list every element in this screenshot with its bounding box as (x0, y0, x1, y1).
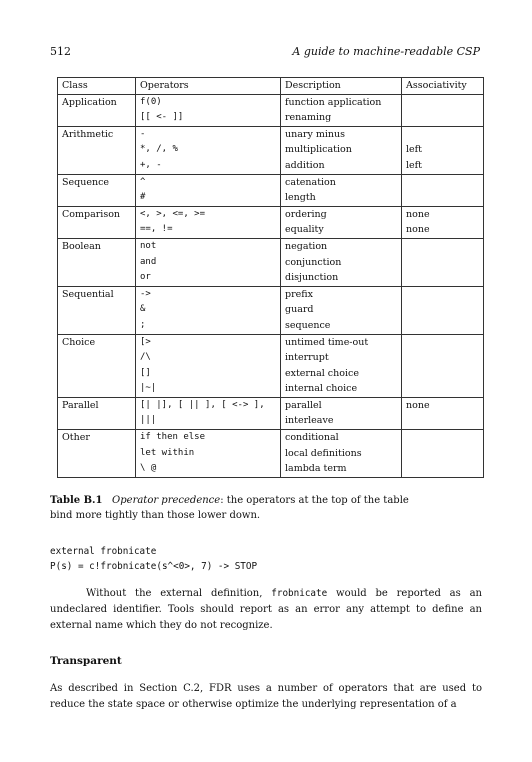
page-number: 512 (50, 45, 71, 58)
cell-description (281, 238, 402, 286)
description: untimed time-out (285, 336, 369, 348)
cell-operators (136, 430, 281, 478)
cell-associativity (402, 174, 484, 206)
caption-title: Operator precedence (112, 495, 221, 506)
cell-class (58, 238, 136, 286)
description: prefix (285, 288, 313, 300)
caption-label: Table B.1 (50, 495, 103, 506)
cell-class (58, 286, 136, 334)
paragraph (50, 586, 482, 634)
table-row (58, 430, 484, 478)
cell-operators (136, 238, 281, 286)
operator: -> (140, 288, 151, 299)
table-row (58, 334, 484, 397)
cell-description (281, 174, 402, 206)
operator: & (140, 304, 146, 315)
description: parallel (285, 399, 322, 411)
cell-associativity (402, 94, 484, 126)
cell-associativity (402, 430, 484, 478)
operator: *, /, % (140, 144, 178, 155)
description: guard (285, 304, 314, 316)
code-line: external frobnicate (50, 546, 157, 557)
class-label: Comparison (62, 208, 121, 220)
cell-operators (136, 206, 281, 238)
associativity (406, 318, 479, 334)
table-row (58, 286, 484, 334)
description: conditional (285, 432, 339, 444)
cell-description (281, 126, 402, 174)
column-header-associativity: Associativity (402, 78, 484, 95)
cell-class (58, 397, 136, 429)
operator: [| |], [ || ], [ <-> ], (140, 399, 265, 410)
associativity (406, 190, 479, 206)
table-row (58, 397, 484, 429)
associativity (406, 239, 479, 255)
operator: # (140, 192, 146, 203)
table-row (58, 94, 484, 126)
cell-operators (136, 126, 281, 174)
associativity (406, 287, 479, 303)
class-label: Sequential (62, 288, 114, 300)
cell-operators (136, 174, 281, 206)
description: unary minus (285, 128, 345, 140)
operator: /\ (140, 352, 151, 363)
code-block (50, 544, 257, 574)
class-label: Boolean (62, 240, 101, 252)
class-label: Sequence (62, 176, 110, 188)
description: renaming (285, 112, 332, 124)
associativity (406, 366, 479, 382)
operator: |~| (140, 383, 157, 394)
cell-associativity (402, 334, 484, 397)
column-header-class: Class (58, 78, 136, 95)
cell-class (58, 334, 136, 397)
operator: +, - (140, 159, 162, 170)
operator: ; (140, 319, 146, 330)
cell-description (281, 334, 402, 397)
description: negation (285, 240, 328, 252)
associativity: left (406, 144, 422, 156)
operator: ||| (140, 415, 157, 426)
caption-text: : the operators at the top of the table bind more tightly than those lower down. (50, 495, 409, 521)
cell-associativity (402, 397, 484, 429)
cell-description (281, 286, 402, 334)
column-header-description: Description (281, 78, 402, 95)
associativity (406, 127, 479, 143)
cell-associativity (402, 238, 484, 286)
description: conjunction (285, 256, 342, 268)
paragraph-text: would be reported as an undeclared identifier. Tools should report as an error any attempt to define an external name which they do not recognize. (50, 588, 482, 631)
running-title: A guide to machine-readable CSP (292, 45, 480, 58)
associativity (406, 175, 479, 191)
cell-class (58, 174, 136, 206)
description: local definitions (285, 447, 362, 459)
operator: or (140, 272, 151, 283)
operator: let within (140, 447, 195, 458)
operator-precedence-table (57, 77, 484, 478)
description: function application (285, 96, 382, 108)
associativity (406, 335, 479, 351)
operator: ^ (140, 176, 146, 187)
description: multiplication (285, 144, 352, 156)
class-label: Parallel (62, 399, 99, 411)
description: addition (285, 159, 325, 171)
section-heading: Transparent (50, 655, 122, 667)
operator: [> (140, 336, 151, 347)
inline-code: frobnicate (271, 588, 328, 599)
column-header-operators: Operators (136, 78, 281, 95)
operator: ==, != (140, 224, 173, 235)
associativity (406, 110, 479, 126)
associativity (406, 413, 479, 429)
table-row (58, 174, 484, 206)
cell-description (281, 430, 402, 478)
associativity: none (406, 399, 430, 411)
table-body (58, 94, 484, 477)
class-label: Choice (62, 336, 96, 348)
description: length (285, 192, 316, 204)
cell-description (281, 397, 402, 429)
operator: and (140, 256, 157, 267)
operator: - (140, 128, 146, 139)
table-row (58, 238, 484, 286)
description: sequence (285, 319, 331, 331)
cell-associativity (402, 286, 484, 334)
cell-class (58, 206, 136, 238)
description: ordering (285, 208, 327, 220)
operator: [[ <- ]] (140, 112, 184, 123)
cell-operators (136, 397, 281, 429)
cell-operators (136, 334, 281, 397)
table-header-row (58, 78, 484, 95)
operator: \ @ (140, 463, 157, 474)
associativity (406, 95, 479, 111)
description: disjunction (285, 272, 339, 284)
operator: not (140, 240, 157, 251)
associativity: none (406, 208, 430, 220)
cell-description (281, 94, 402, 126)
cell-class (58, 94, 136, 126)
associativity (406, 381, 479, 397)
table-row (58, 126, 484, 174)
description: external choice (285, 367, 359, 379)
associativity (406, 255, 479, 271)
operator: <, >, <=, >= (140, 208, 206, 219)
description: internal choice (285, 383, 358, 395)
table-row (58, 206, 484, 238)
cell-class (58, 430, 136, 478)
associativity: none (406, 224, 430, 236)
associativity (406, 430, 479, 446)
associativity (406, 350, 479, 366)
code-line: P(s) = c!frobnicate(s^<0>, 7) -> STOP (50, 561, 258, 572)
operator: [] (140, 367, 151, 378)
cell-operators (136, 94, 281, 126)
operator: if then else (140, 432, 206, 443)
associativity (406, 302, 479, 318)
paragraph-text: Without the external definition, (86, 588, 272, 599)
description: equality (285, 224, 324, 236)
paragraph: As described in Section C.2, FDR uses a number of operators that are used to reduce the state space or otherwise optimize the underlying representation of a (50, 683, 482, 710)
associativity (406, 461, 479, 477)
description: lambda term (285, 463, 347, 475)
class-label: Other (62, 432, 90, 444)
cell-associativity (402, 206, 484, 238)
cell-class (58, 126, 136, 174)
operator: f(0) (140, 96, 162, 107)
cell-description (281, 206, 402, 238)
cell-associativity (402, 126, 484, 174)
description: interrupt (285, 352, 329, 364)
associativity: left (406, 159, 422, 171)
associativity (406, 446, 479, 462)
table-caption (50, 493, 430, 523)
class-label: Application (62, 96, 117, 108)
class-label: Arithmetic (62, 128, 114, 140)
description: catenation (285, 176, 336, 188)
associativity (406, 270, 479, 286)
cell-operators (136, 286, 281, 334)
description: interleave (285, 415, 334, 427)
